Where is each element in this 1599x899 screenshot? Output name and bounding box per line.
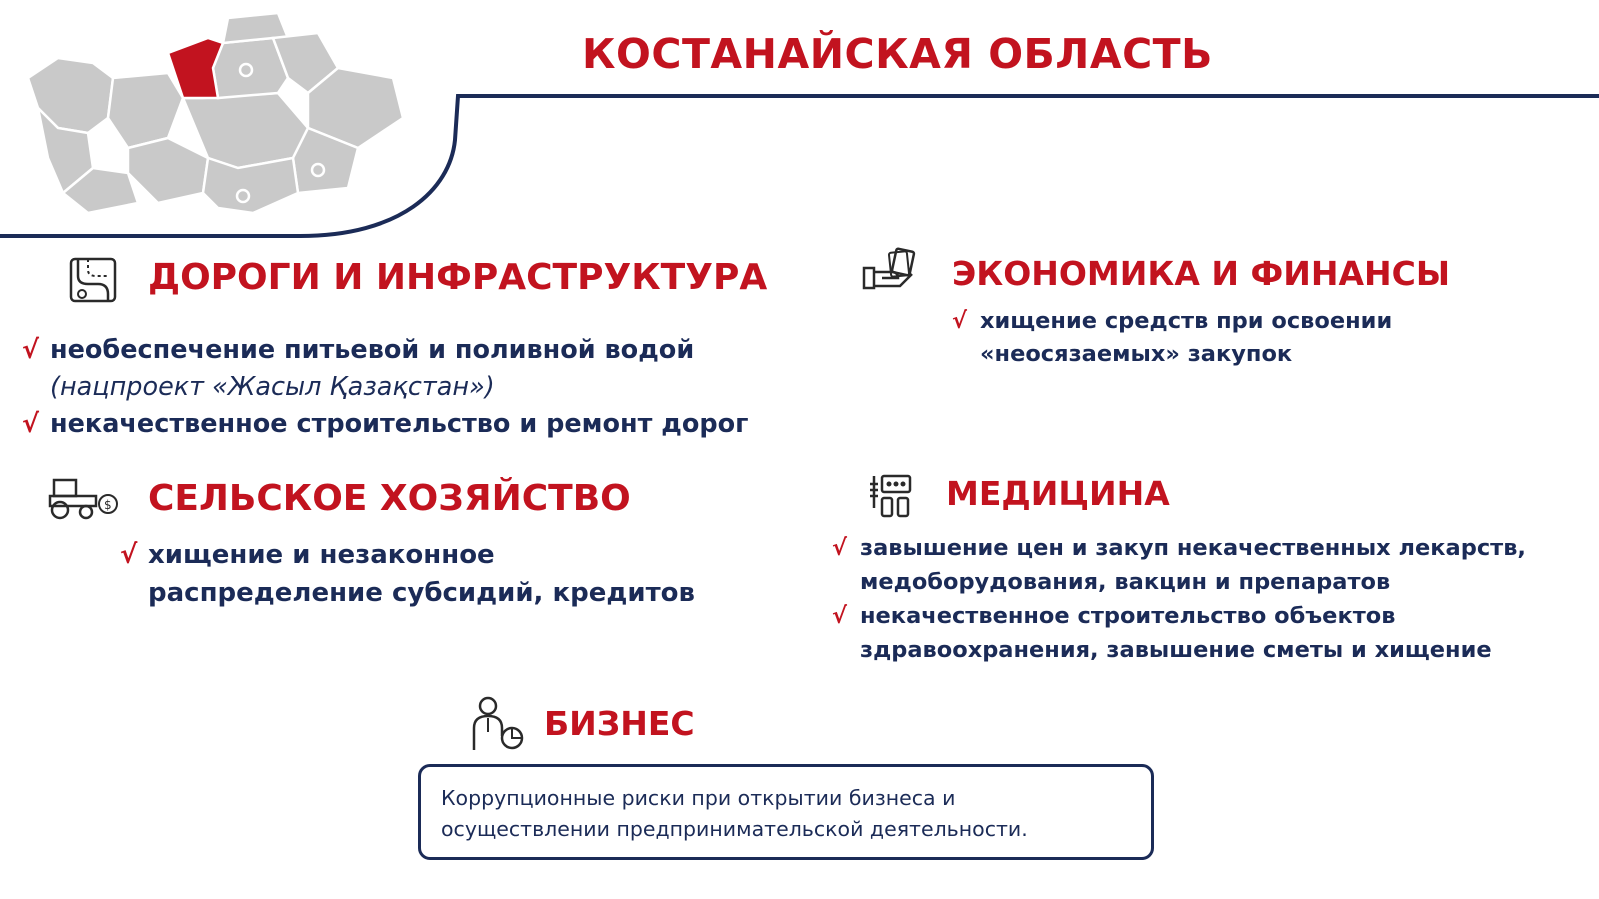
list-item: √ некачественное строительство объектов здравоохранения, завышение сметы и хищение [832, 599, 1526, 667]
check-mark-icon: √ [120, 540, 138, 570]
economy-list [952, 305, 1392, 371]
roads-list [22, 332, 748, 443]
medicine-list [832, 531, 1526, 667]
page-title: КОСТАНАЙСКАЯ ОБЛАСТЬ [582, 30, 1213, 78]
economy-heading: ЭКОНОМИКА И ФИНАНСЫ [952, 254, 1451, 293]
tractor-coin-icon [46, 476, 120, 520]
business-heading: БИЗНЕС [544, 704, 695, 743]
list-item: √ хищение и незаконное распределение субсидий, кредитов [120, 536, 695, 612]
business-box-line: Коррупционные риски при открытии бизнеса и [441, 786, 956, 810]
kazakhstan-map [18, 8, 408, 223]
business-risk-box [418, 764, 1154, 860]
agriculture-heading: СЕЛЬСКОЕ ХОЗЯЙСТВО [148, 478, 631, 519]
medicine-syringe-icon [866, 474, 914, 518]
check-mark-icon: √ [22, 335, 40, 365]
hand-money-icon [862, 246, 918, 292]
list-item: √ некачественное строительство и ремонт дорог [22, 406, 748, 443]
medicine-heading: МЕДИЦИНА [946, 474, 1170, 513]
list-item: √ хищение средств при освоении «неосязаемых» закупок [952, 305, 1392, 371]
map-region-south [203, 158, 298, 213]
check-mark-icon: √ [832, 603, 848, 629]
check-mark-icon: √ [832, 535, 848, 561]
roads-heading: ДОРОГИ И ИНФРАСТРУКТУРА [148, 257, 768, 298]
map-region-kyzylorda [128, 138, 208, 203]
map-region-aktobe [108, 73, 183, 148]
list-item: √ необеспечение питьевой и поливной водой (нацпроект «Жасыл Қазақстан») [22, 332, 748, 406]
agriculture-list [120, 536, 695, 612]
check-mark-icon: √ [952, 308, 968, 334]
list-item-note: (нацпроект «Жасыл Қазақстан») [50, 372, 495, 402]
businessman-chart-icon [466, 696, 526, 752]
check-mark-icon: √ [22, 409, 40, 439]
svg-text:$: $ [104, 498, 112, 512]
list-item: √ завышение цен и закуп некачественных лекарств, медоборудования, вакцин и препаратов [832, 531, 1526, 599]
business-box-line: осуществлении предпринимательской деятельности. [441, 817, 1028, 841]
road-map-icon [68, 256, 118, 304]
